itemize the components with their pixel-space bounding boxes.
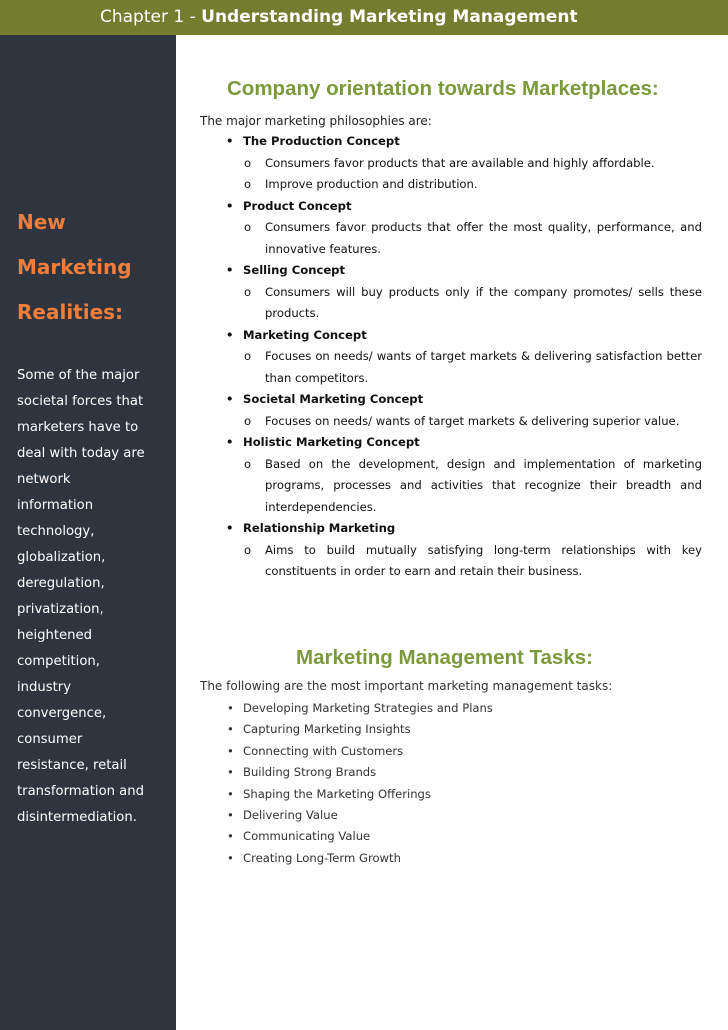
concept-point-text: Consumers favor products that offer the most quality, performance, and innovative features.	[265, 220, 702, 256]
sidebar-body-line: resistance, retail	[17, 758, 127, 773]
task-item	[200, 805, 600, 826]
bullet-icon: •	[227, 786, 234, 801]
sidebar-heading-line: Marketing	[17, 255, 132, 279]
section-title-tasks: Marketing Management Tasks:	[296, 646, 593, 669]
sidebar-body-line: marketers have to	[17, 420, 139, 435]
concept-name: Holistic Marketing Concept	[243, 435, 420, 449]
section-intro-tasks: The following are the most important marketing management tasks:	[200, 679, 613, 693]
sub-bullet-icon: o	[244, 220, 252, 234]
concept-item	[200, 260, 702, 282]
concept-name: Selling Concept	[243, 263, 346, 277]
sidebar-body-line: deal with today are	[17, 446, 145, 461]
bullet-icon: •	[227, 701, 234, 715]
concept-item	[200, 389, 702, 411]
sidebar-body-line: deregulation,	[17, 576, 105, 591]
concept-name: Marketing Concept	[243, 327, 367, 342]
header-title	[100, 7, 578, 27]
task-item	[200, 826, 600, 847]
sidebar-body-line: transformation and	[17, 784, 144, 799]
concept-point	[200, 346, 702, 389]
concept-point	[200, 217, 702, 260]
sidebar-body-line: privatization,	[17, 602, 104, 617]
bullet-icon: •	[227, 850, 234, 865]
sidebar-body-line: globalization,	[17, 550, 106, 565]
concept-name: Product Concept	[243, 198, 352, 213]
bullet-icon: •	[226, 263, 234, 277]
task-text: Creating Long-Term Growth	[243, 850, 401, 865]
concept-point-text: Focuses on needs/ wants of target markets & delivering satisfaction better than competitors.	[265, 349, 702, 385]
section-title-orientation: Company orientation towards Marketplaces:	[227, 77, 659, 100]
sub-bullet-icon: o	[244, 177, 252, 191]
task-item	[200, 762, 600, 783]
concept-point-text: Aims to build mutually satisfying long-term relationships with key constituents in order to earn and retain their business.	[265, 542, 702, 578]
task-text: Delivering Value	[243, 808, 338, 823]
sidebar-body-line: consumer	[17, 732, 83, 747]
sidebar-body-line: Some of the major	[17, 368, 140, 383]
concept-point	[200, 411, 702, 433]
bullet-icon: •	[226, 521, 234, 535]
task-text: Building Strong Brands	[243, 765, 377, 780]
sidebar-body-line: disintermediation.	[17, 810, 137, 825]
concept-name: The Production Concept	[243, 134, 400, 148]
sidebar-body-line: technology,	[17, 524, 95, 539]
task-item	[200, 848, 600, 869]
concept-item	[200, 131, 702, 153]
sidebar-body-line: network	[17, 472, 71, 487]
bullet-icon: •	[227, 743, 234, 758]
sidebar-body-line: heightened	[17, 628, 92, 643]
sub-bullet-icon: o	[244, 542, 252, 557]
concept-point-text: Consumers favor products that are available and highly affordable.	[265, 155, 655, 170]
task-item	[200, 784, 600, 805]
task-text: Communicating Value	[243, 829, 371, 844]
concept-point-text: Consumers will buy products only if the company promotes/ sells these products.	[265, 284, 702, 320]
concept-point	[200, 153, 702, 175]
task-item	[200, 741, 600, 762]
concept-point-text: Improve production and distribution.	[265, 177, 478, 191]
task-text: Developing Marketing Strategies and Plans	[243, 701, 493, 715]
concept-point-text: Focuses on needs/ wants of target markets & delivering superior value.	[265, 413, 680, 428]
sidebar-body-line: information	[17, 498, 94, 513]
task-text: Connecting with Customers	[243, 743, 404, 758]
concept-point	[200, 540, 702, 583]
sidebar-body-text	[17, 363, 172, 831]
concept-item	[200, 196, 702, 218]
bullet-icon: •	[226, 198, 234, 213]
concept-item	[200, 432, 702, 454]
bullet-icon: •	[226, 327, 234, 342]
chapter-title: Understanding Marketing Management	[201, 7, 578, 27]
concept-point	[200, 174, 702, 196]
sub-bullet-icon: o	[244, 456, 252, 471]
task-item	[200, 698, 600, 719]
concept-point-text: Based on the development, design and implementation of marketing programs, processes and activities that recognize their breadth and interdependencies.	[265, 456, 702, 514]
sub-bullet-icon: o	[244, 284, 252, 299]
task-text: Shaping the Marketing Offerings	[243, 786, 431, 801]
page-header	[0, 0, 728, 35]
chapter-label: Chapter 1	[100, 7, 185, 27]
concept-list	[200, 131, 702, 583]
section-intro-philosophies: The major marketing philosophies are:	[200, 114, 432, 128]
bullet-icon: •	[227, 722, 234, 737]
bullet-icon: •	[226, 392, 234, 406]
concept-name: Relationship Marketing	[243, 521, 396, 535]
concept-point	[200, 282, 702, 325]
bullet-icon: •	[227, 765, 234, 780]
sidebar-body-line: competition,	[17, 654, 100, 669]
bullet-icon: •	[226, 435, 234, 449]
concept-point	[200, 454, 702, 519]
sub-bullet-icon: o	[244, 349, 252, 363]
sidebar-body-line: convergence,	[17, 706, 107, 721]
sub-bullet-icon: o	[244, 413, 252, 428]
sidebar-heading-line: New	[17, 210, 66, 234]
bullet-icon: •	[227, 829, 234, 844]
concept-item	[200, 325, 702, 347]
concept-name: Societal Marketing Concept	[243, 392, 424, 406]
concept-item	[200, 518, 702, 540]
task-list	[200, 698, 600, 869]
sidebar-heading	[17, 200, 132, 335]
bullet-icon: •	[226, 134, 234, 148]
task-text: Capturing Marketing Insights	[243, 722, 411, 737]
sidebar-heading-line: Realities:	[17, 300, 124, 324]
sidebar-body-line: societal forces that	[17, 394, 144, 409]
bullet-icon: •	[227, 808, 234, 823]
header-separator: -	[189, 7, 196, 27]
sidebar-body-line: industry	[17, 680, 72, 695]
sub-bullet-icon: o	[244, 155, 252, 170]
task-item	[200, 719, 600, 740]
